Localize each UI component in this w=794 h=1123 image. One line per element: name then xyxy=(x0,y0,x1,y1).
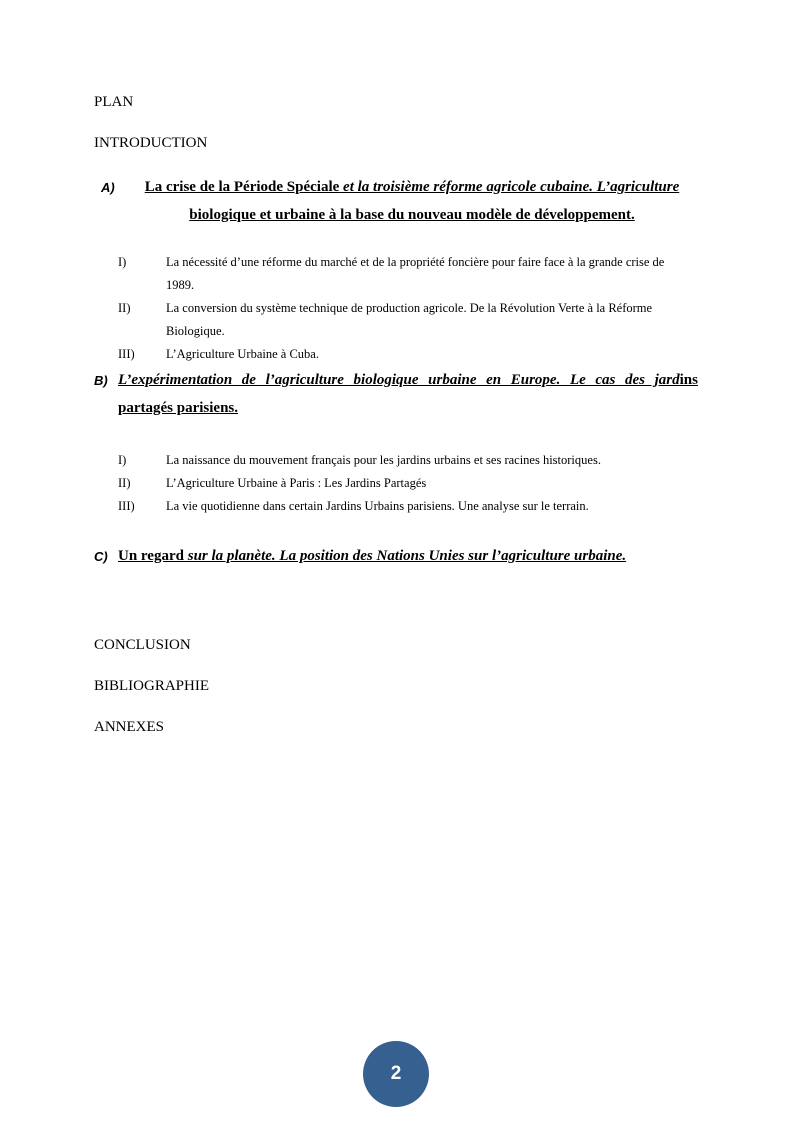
section-b-title-line2: partagés parisiens. xyxy=(118,400,238,416)
conclusion-heading: CONCLUSION xyxy=(94,637,191,653)
item-line2: 1989. xyxy=(166,278,195,292)
section-c-title-part2: sur la planète. La position des Nations Unies sur l’agriculture urbaine. xyxy=(183,548,627,564)
list-item xyxy=(118,472,698,495)
list-item xyxy=(118,297,698,343)
item-line1: La conversion du système technique de production agricole. De la Révolution Verte à la Réforme xyxy=(166,301,653,315)
item-text xyxy=(166,251,698,297)
section-a-title xyxy=(126,173,698,229)
section-b-title-end: ins xyxy=(679,372,698,388)
section-b-list xyxy=(118,449,698,518)
section-a-title-part2: et la troisième réforme agricole cubaine. L’agriculture xyxy=(339,179,680,195)
section-a-title-part1: La crise de la Période Spéciale xyxy=(144,179,340,195)
item-number: III) xyxy=(118,347,135,361)
item-text: L’Agriculture Urbaine à Paris : Les Jardins Partagés xyxy=(166,476,427,490)
list-item xyxy=(118,449,698,472)
item-number: II) xyxy=(118,476,131,490)
annexes-heading: ANNEXES xyxy=(94,719,164,735)
list-item xyxy=(118,495,698,518)
item-number: III) xyxy=(118,499,135,513)
bibliographie-heading: BIBLIOGRAPHIE xyxy=(94,678,209,694)
item-text: L’Agriculture Urbaine à Cuba. xyxy=(166,347,319,361)
section-c-letter: C) xyxy=(94,549,108,564)
item-text xyxy=(166,297,698,343)
section-b-title-line1 xyxy=(118,366,698,394)
item-line1: La nécessité d’une réforme du marché et de la propriété foncière pour faire face à la grande crise de xyxy=(166,255,665,269)
page-number: 2 xyxy=(390,1063,402,1084)
item-line2: Biologique. xyxy=(166,324,225,338)
section-b-letter: B) xyxy=(94,373,108,388)
section-b-title xyxy=(118,366,698,422)
section-a-letter: A) xyxy=(101,180,115,195)
section-b-title-italic: L’expérimentation de l’agriculture biologique urbaine en Europe. Le cas des jard xyxy=(118,372,680,388)
list-item xyxy=(118,251,698,297)
item-number: I) xyxy=(118,453,127,467)
item-text: La naissance du mouvement français pour les jardins urbains et ses racines historiques. xyxy=(166,453,601,467)
section-c-title-part1: Un regard xyxy=(118,548,184,564)
item-number: II) xyxy=(118,301,131,315)
section-c-title xyxy=(118,542,626,570)
section-a-list xyxy=(118,251,698,366)
list-item xyxy=(118,343,698,366)
introduction-heading: INTRODUCTION xyxy=(94,135,208,151)
page-number-badge xyxy=(363,1041,429,1107)
plan-heading: PLAN xyxy=(94,94,134,110)
item-text: La vie quotidienne dans certain Jardins Urbains parisiens. Une analyse sur le terrain. xyxy=(166,499,589,513)
item-number: I) xyxy=(118,255,127,269)
section-a-title-line2: biologique et urbaine à la base du nouveau modèle de développement. xyxy=(189,207,635,223)
